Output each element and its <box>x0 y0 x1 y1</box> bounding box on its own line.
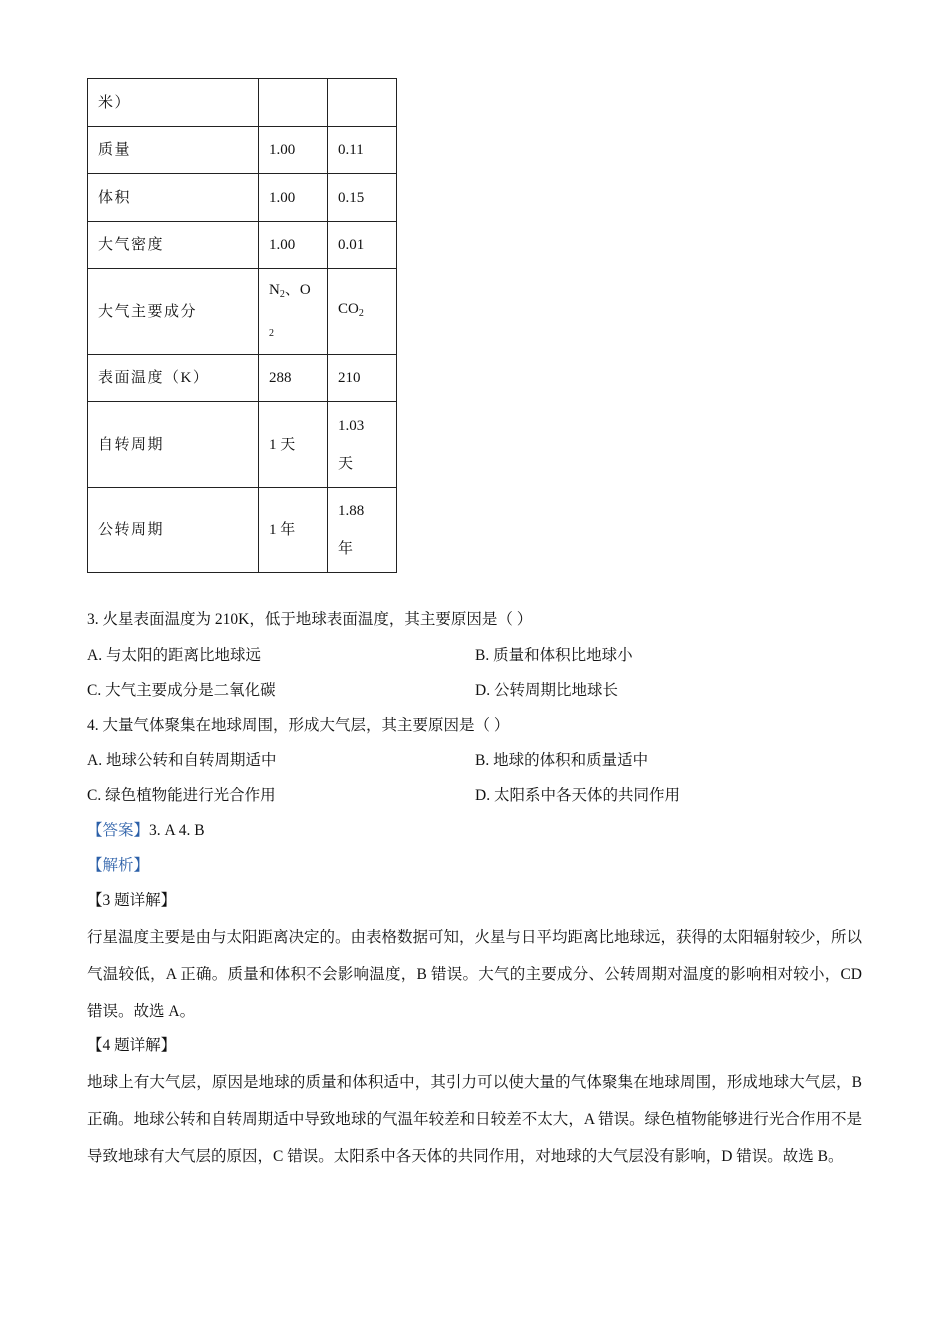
cell-line: 1.03 <box>338 417 365 434</box>
cell-line: 天 <box>338 455 354 472</box>
subscript: 2 <box>358 308 364 319</box>
table-cell-earth <box>259 269 328 355</box>
detail-3-text: 行星温度主要是由与太阳距离决定的。由表格数据可知，火星与日平均距离比地球远，获得的太阳辐射较少，所以气温较低，A 正确。质量和体积不会影响温度，B 错误。大气的主要成分、公转周期对温度的影响相对较小，CD 错误。故选 A。 <box>87 929 863 1020</box>
question-3-option-c: C. 大气主要成分是二氧化碳 <box>87 682 276 699</box>
table-cell-mars <box>328 402 397 488</box>
table-cell-earth: 1 年 <box>259 488 328 573</box>
cell-line: 年 <box>338 541 354 557</box>
table-row <box>88 402 397 488</box>
table-cell-label: 大气主要成分 <box>88 269 259 355</box>
table-cell-mars: 0.15 <box>328 174 397 222</box>
table-cell-mars <box>328 269 397 355</box>
table-cell-earth <box>259 79 328 127</box>
table-row <box>88 222 397 269</box>
table-cell-mars: 0.11 <box>328 127 397 174</box>
question-4-stem: 4. 大量气体聚集在地球周围，形成大气层，其主要原因是（ ） <box>87 717 510 734</box>
table-cell-earth: 1.00 <box>259 127 328 174</box>
table-row <box>88 174 397 222</box>
answer-text: 3. A 4. B <box>149 822 205 839</box>
subscript: 2 <box>269 327 274 339</box>
question-3-option-a: A. 与太阳的距离比地球远 <box>87 647 261 664</box>
planet-comparison-table <box>87 78 397 573</box>
table-cell-label: 米） <box>88 79 259 127</box>
detail-3-title: 【3 题详解】 <box>87 892 177 909</box>
table-cell-mars <box>328 488 397 573</box>
detail-4-text: 地球上有大气层，原因是地球的质量和体积适中，其引力可以使大量的气体聚集在地球周围，形成地球大气层，B 正确。地球公转和自转周期适中导致地球的气温年较差和日较差不太大，A 错误。绿色植物能够进行光合作用不是导致地球有大气层的原因，C 错误。太阳系中各天体的共同作用，对地球的大气层没有影响，D 错误。故选 B。 <box>87 1074 862 1165</box>
question-4-option-a: A. 地球公转和自转周期适中 <box>87 752 277 769</box>
question-3-stem: 3. 火星表面温度为 210K，低于地球表面温度，其主要原因是（ ） <box>87 611 533 628</box>
detail-4-title: 【4 题详解】 <box>87 1037 177 1054</box>
table-cell-earth: 1.00 <box>259 174 328 222</box>
subscript: 2 <box>279 288 285 300</box>
table-cell-mars <box>328 79 397 127</box>
table-row <box>88 488 397 573</box>
answer-tag: 【答案】 <box>87 822 150 839</box>
table-cell-label: 自转周期 <box>88 402 259 488</box>
table-cell-earth: 1 天 <box>259 402 328 488</box>
question-4-option-c: C. 绿色植物能进行光合作用 <box>87 787 276 804</box>
formula-text: 、O <box>284 281 311 298</box>
table-cell-label: 体积 <box>88 174 259 222</box>
table-cell-label: 公转周期 <box>88 488 259 573</box>
table-cell-label: 质量 <box>88 127 259 174</box>
formula-text: N <box>269 281 280 298</box>
table-cell-earth: 288 <box>259 355 328 402</box>
answer-line <box>87 821 205 841</box>
question-4-option-b: B. 地球的体积和质量适中 <box>475 752 649 769</box>
table-row <box>88 127 397 174</box>
formula-text: CO <box>338 301 359 317</box>
table-cell-mars: 210 <box>328 355 397 402</box>
table-cell-mars: 0.01 <box>328 222 397 269</box>
question-3-option-d: D. 公转周期比地球长 <box>475 682 618 699</box>
table-cell-label: 表面温度（K） <box>88 355 259 402</box>
cell-line: 1.88 <box>338 503 365 519</box>
table-cell-earth: 1.00 <box>259 222 328 269</box>
analysis-tag: 【解析】 <box>87 857 150 874</box>
table-row <box>88 355 397 402</box>
table-row <box>88 269 397 355</box>
table-row <box>88 79 397 127</box>
question-4-option-d: D. 太阳系中各天体的共同作用 <box>475 787 680 804</box>
question-3-option-b: B. 质量和体积比地球小 <box>475 647 633 664</box>
table-cell-label: 大气密度 <box>88 222 259 269</box>
